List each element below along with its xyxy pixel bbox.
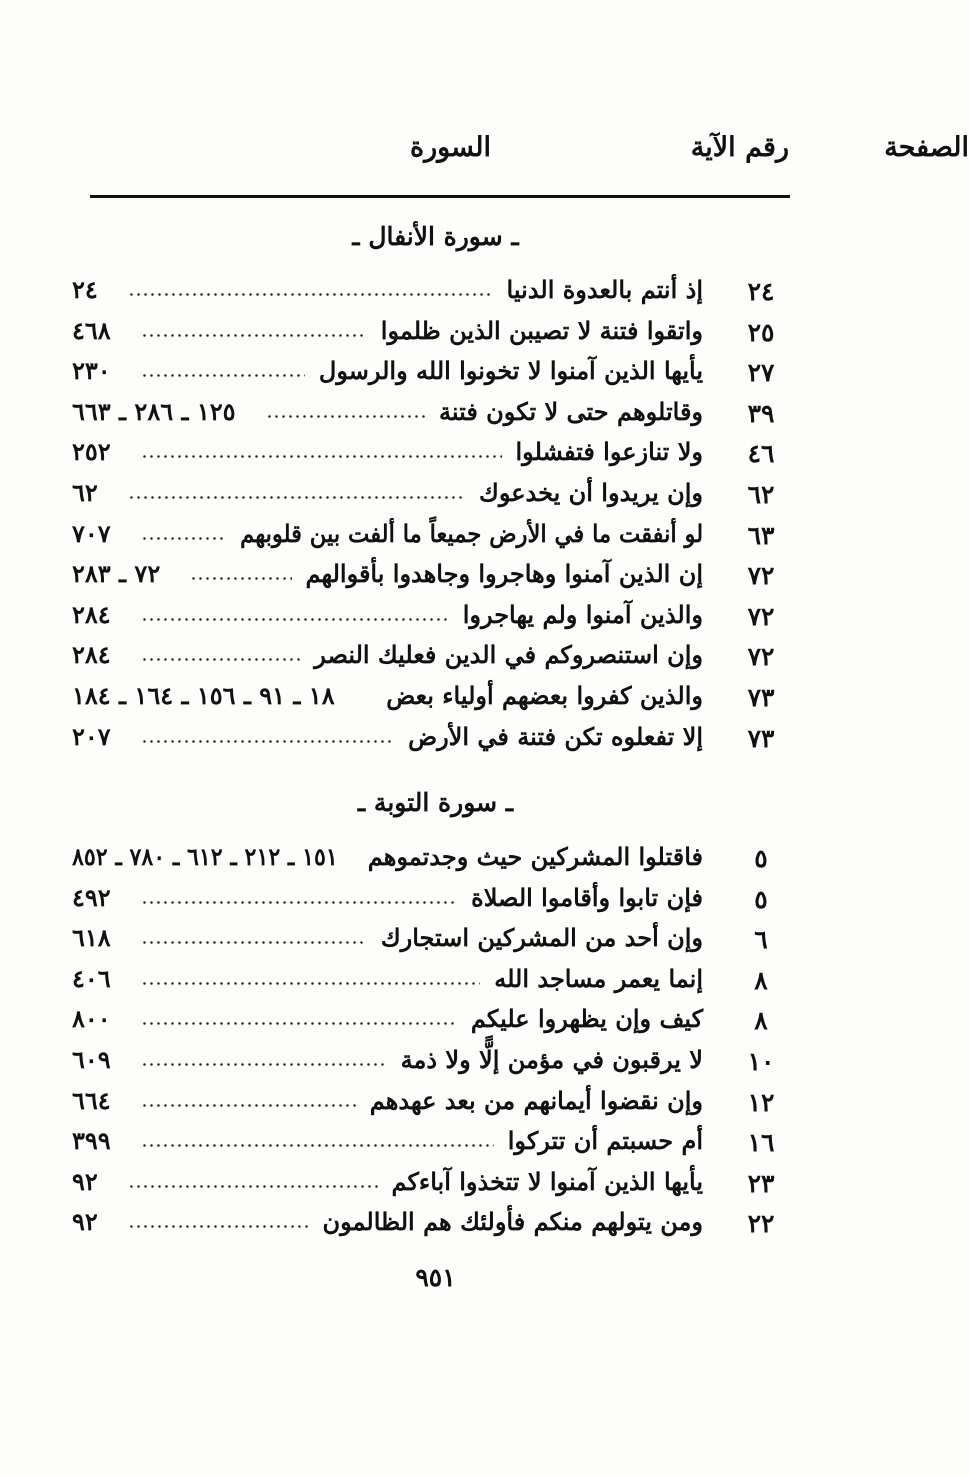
page-references: ٨٠٠ xyxy=(72,1004,111,1034)
ayah-number: ٧٢ xyxy=(747,642,775,672)
page-references: ١٨ ـ ٩١ ـ ١٥٦ ـ ١٦٤ ـ ١٨٤ xyxy=(72,681,335,710)
list-item xyxy=(0,437,871,477)
page-references: ٢٠٧ xyxy=(72,721,111,751)
dot-leader xyxy=(141,1022,457,1025)
ayah-number: ١٦ xyxy=(747,1128,775,1158)
ayah-text: كيف وإن يظهروا عليكم xyxy=(470,1004,703,1034)
page-references: ٦٠٩ xyxy=(72,1045,111,1074)
list-item xyxy=(0,964,871,1004)
ayah-number: ٨ xyxy=(754,1006,768,1036)
page-references: ٤٦٨ xyxy=(72,315,111,345)
page-references: ٦٢ xyxy=(72,478,98,507)
ayah-number: ٨ xyxy=(754,965,768,995)
ayah-number: ٦٢ xyxy=(747,480,775,509)
ayah-number: ٧٣ xyxy=(747,723,775,753)
ayah-text: يأيها الذين آمنوا لا تخونوا الله والرسول xyxy=(318,356,703,386)
list-item xyxy=(0,923,871,963)
page-references: ٢٤ xyxy=(72,275,98,304)
section-title-anfal: ـ سورة الأنفال ـ xyxy=(352,222,519,251)
ayah-number: ١٢ xyxy=(747,1087,775,1117)
dot-leader xyxy=(141,740,394,743)
ayah-text: إن الذين آمنوا وهاجروا وجاهدوا بأقوالهم xyxy=(305,559,703,589)
page-references: ١٥١ ـ ٢١٢ ـ ٦١٢ ـ ٧٨٠ ـ ٨٥٢ xyxy=(72,842,338,871)
ayah-text: لو أنفقت ما في الأرض جميعاً ما ألفت بين قلوبهم xyxy=(240,518,703,548)
list-item xyxy=(0,275,871,315)
dot-leader xyxy=(141,618,449,621)
ayah-number: ٢٥ xyxy=(747,317,775,347)
page-references: ٣٩٩ xyxy=(72,1126,111,1156)
ayah-number: ٥ xyxy=(754,844,768,873)
dot-leader xyxy=(141,1144,494,1147)
dot-leader xyxy=(141,334,367,337)
dot-leader xyxy=(141,537,226,540)
list-item xyxy=(0,519,871,559)
page-references: ٢٨٤ xyxy=(72,599,111,629)
dot-leader xyxy=(128,1185,378,1188)
ayah-text: وإن أحد من المشركين استجارك xyxy=(380,923,703,953)
ayah-text: أم حسبتم أن تتركوا xyxy=(507,1126,703,1156)
list-item xyxy=(0,1207,871,1247)
ayah-number: ٢٤ xyxy=(747,277,775,306)
list-item xyxy=(0,1126,871,1166)
page-references: ٩٢ xyxy=(72,1166,98,1196)
dot-leader xyxy=(141,1063,387,1066)
ayah-text: يأيها الذين آمنوا لا تتخذوا آباءكم xyxy=(391,1166,703,1196)
list-item xyxy=(0,681,871,721)
ayah-number: ٣٩ xyxy=(747,398,775,428)
list-item xyxy=(0,640,871,680)
list-item xyxy=(0,722,871,762)
ayah-number: ٧٣ xyxy=(747,683,775,712)
dot-leader xyxy=(266,415,425,418)
ayah-text: فاقتلوا المشركين حيث وجدتموهم xyxy=(367,842,703,871)
ayah-text: ولا تنازعوا فتفشلوا xyxy=(515,437,703,467)
page-references: ٢٥٢ xyxy=(72,437,111,467)
ayah-text: لا يرقبون في مؤمن إلًّا ولا ذمة xyxy=(400,1045,703,1074)
dot-leader xyxy=(141,901,457,904)
ayah-text: إذ أنتم بالعدوة الدنيا xyxy=(506,275,703,304)
list-item xyxy=(0,559,871,599)
ayah-number: ٢٣ xyxy=(747,1168,775,1198)
dot-leader xyxy=(128,293,493,296)
column-header-page: الصفحة xyxy=(884,132,969,163)
dot-leader xyxy=(141,982,481,985)
dot-leader xyxy=(190,577,291,580)
page-references: ٢٨٤ xyxy=(72,640,111,670)
ayah-number: ٢٢ xyxy=(747,1209,775,1239)
ayah-text: ومن يتولهم منكم فأولئك هم الظالمون xyxy=(322,1207,703,1237)
page-references: ٧٠٧ xyxy=(72,518,111,548)
column-header-ayah: رقم الآية xyxy=(690,132,789,163)
ayah-number: ٦٣ xyxy=(747,520,775,550)
page-references: ٤٩٢ xyxy=(72,882,111,912)
list-item xyxy=(0,883,871,923)
page-references: ١٢٥ ـ ٢٨٦ ـ ٦٦٣ xyxy=(72,396,236,426)
page-references: ٤٠٦ xyxy=(72,963,111,993)
ayah-text: والذين كفروا بعضهم أولياء بعض xyxy=(386,681,703,710)
page-references: ٦٦٤ xyxy=(72,1085,111,1115)
dot-leader xyxy=(141,374,305,377)
list-item xyxy=(0,842,871,882)
column-header-surah: السورة xyxy=(410,132,491,163)
ayah-text: وقاتلوهم حتى لا تكون فتنة xyxy=(439,396,703,426)
list-item xyxy=(0,1167,871,1207)
ayah-number: ٤٦ xyxy=(747,439,775,469)
ayah-text: واتقوا فتنة لا تصيبن الذين ظلموا xyxy=(380,315,703,345)
page-references: ٦١٨ xyxy=(72,923,111,953)
ayah-number: ٥ xyxy=(754,884,768,914)
ayah-text: إنما يعمر مساجد الله xyxy=(494,963,703,993)
dot-leader xyxy=(141,1104,356,1107)
ayah-number: ٢٧ xyxy=(747,358,775,388)
header-rule xyxy=(90,195,790,198)
dot-leader xyxy=(141,455,502,458)
page-number: ٩٥١ xyxy=(415,1263,456,1292)
ayah-text: فإن تابوا وأقاموا الصلاة xyxy=(471,882,703,912)
ayah-text: وإن نقضوا أيمانهم من بعد عهدهم xyxy=(369,1085,703,1115)
list-item xyxy=(0,600,871,640)
ayah-number: ٦ xyxy=(754,925,768,955)
dot-leader xyxy=(128,496,465,499)
list-item xyxy=(0,1086,871,1126)
list-item xyxy=(0,316,871,356)
list-item xyxy=(0,478,871,518)
page-references: ٢٣٠ xyxy=(72,356,111,386)
ayah-text: إلا تفعلوه تكن فتنة في الأرض xyxy=(408,721,703,751)
page-references: ٧٢ ـ ٢٨٣ xyxy=(72,559,161,589)
list-item xyxy=(0,1045,871,1085)
list-item xyxy=(0,356,871,396)
list-item xyxy=(0,1004,871,1044)
ayah-text: وإن استنصروكم في الدين فعليك النصر xyxy=(314,640,703,670)
ayah-number: ٧٢ xyxy=(747,561,775,591)
list-item xyxy=(0,397,871,437)
ayah-text: والذين آمنوا ولم يهاجروا xyxy=(462,599,703,629)
ayah-number: ٧٢ xyxy=(747,601,775,631)
page-references: ٩٢ xyxy=(72,1207,98,1237)
section-title-tawbah: ـ سورة التوبة ـ xyxy=(357,788,514,817)
dot-leader xyxy=(128,1225,309,1228)
ayah-text: وإن يريدوا أن يخدعوك xyxy=(479,478,703,507)
dot-leader xyxy=(141,941,367,944)
dot-leader xyxy=(141,658,301,661)
ayah-number: ١٠ xyxy=(747,1047,775,1076)
